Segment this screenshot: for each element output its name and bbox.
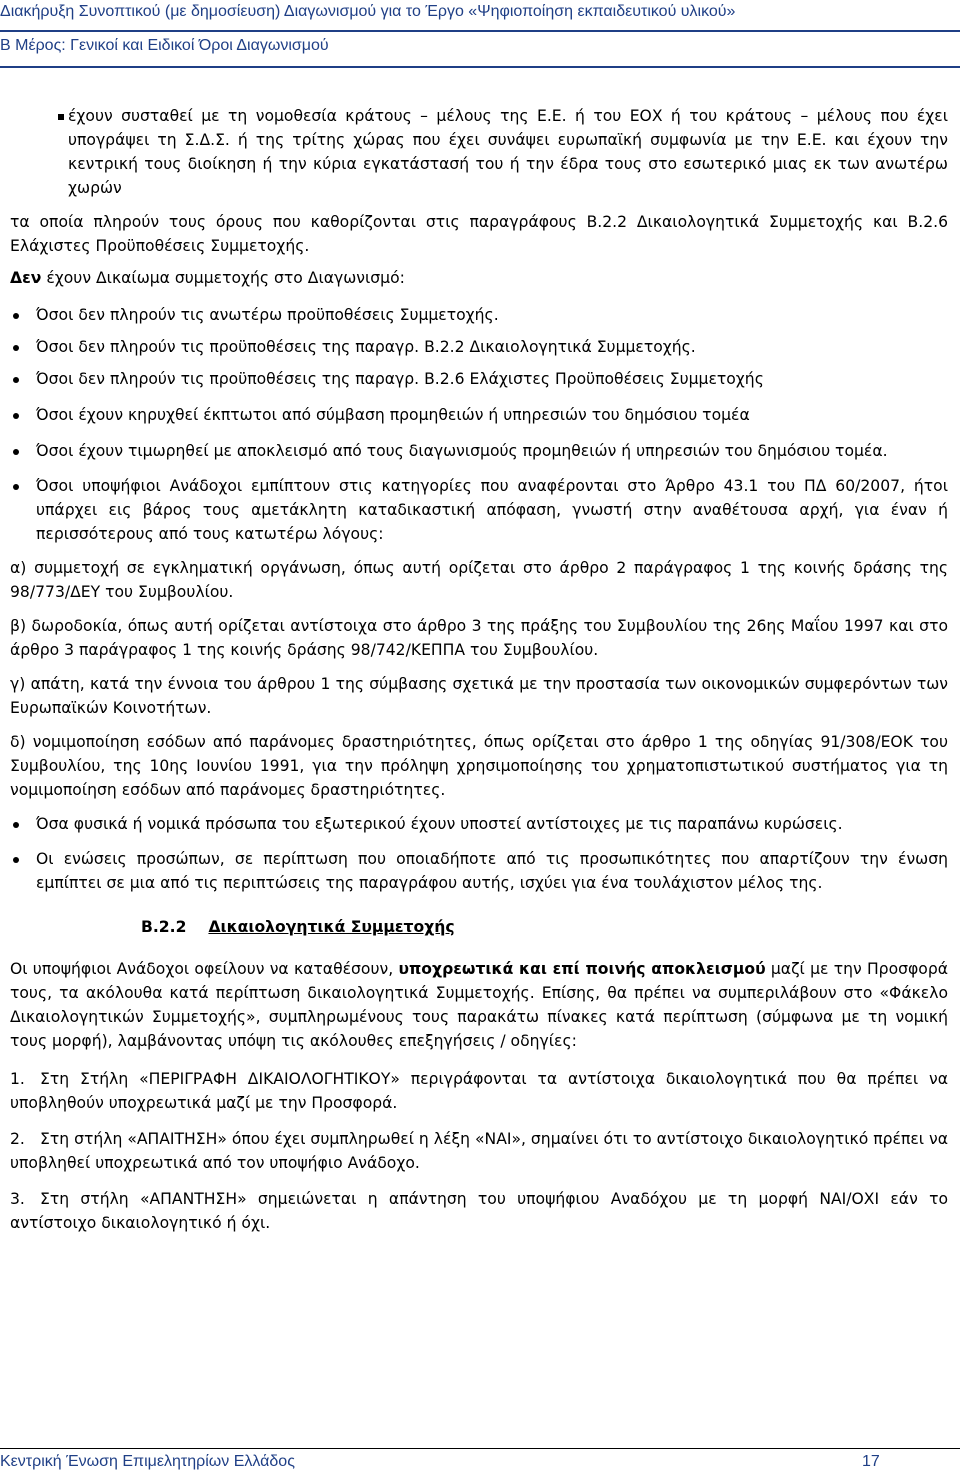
part-title: Β Μέρος: Γενικοί και Ειδικοί Όροι Διαγωνισμού [0, 37, 329, 54]
conditions-paragraph: τα οποία πληρούν τους όρους που καθορίζονται στις παραγράφους Β.2.2 Δικαιολογητικά Συμμετοχής και Β.2.6 Ελάχιστες Προϋποθέσεις Συμμετοχής. [10, 213, 948, 255]
list-item: Όσοι έχουν κηρυχθεί έκπτωτοι από σύμβαση προμηθειών ή υπηρεσιών του δημόσιου τομέα [10, 403, 948, 427]
square-bullet-icon [58, 114, 64, 120]
bullet-icon [13, 857, 19, 863]
bullet-icon [13, 413, 19, 419]
list-item: Όσα φυσικά ή νομικά πρόσωπα του εξωτερικού έχουν υποστεί αντίστοιχες με τις παραπάνω κυρώσεις. [10, 812, 948, 836]
bullet-icon [13, 449, 19, 455]
list-item: Οι ενώσεις προσώπων, σε περίπτωση που οποιαδήποτε από τις προσωπικότητες που απαρτίζουν την ένωση εμπίπτει σε μια από τις περιπτώσεις της παραγράφου αυτής, ισχύει για ένα τουλάχιστον μέλος της. [10, 847, 948, 895]
list-item: Όσοι έχουν τιμωρηθεί με αποκλεισμό από τους διαγωνισμούς προμηθειών ή υπηρεσιών του δημόσιου τομέα. [10, 439, 948, 463]
header-rule [0, 66, 960, 68]
bullet-icon [13, 484, 19, 490]
ground-c: γ) απάτη, κατά την έννοια του άρθρου 1 της σύμβασης σχετικά με την προστασία των οικονομικών συμφερόντων των Ευρωπαϊκών Κοινοτήτων. [10, 675, 948, 717]
ground-d: δ) νομιμοποίηση εσόδων από παράνομες δραστηριότητες, όπως ορίζεται στο άρθρο 1 της οδηγίας 91/308/ΕΟΚ του Συμβουλίου, της 10ης Ιουνίου 1991, για την πρόληψη χρησιμοποίησης του χρηματοπιστωτικού συστήματος για τη νομιμοποίηση εσόδων από παράνομες δραστηριότητες. [10, 733, 948, 799]
no-right-heading: Δεν έχουν Δικαίωμα συμμετοχής στο Διαγωνισμό: [10, 269, 405, 287]
bullet-icon [13, 377, 19, 383]
list-item: Όσοι δεν πληρούν τις προϋποθέσεις της παραγρ. Β.2.2 Δικαιολογητικά Συμμετοχής. [10, 335, 948, 359]
bullet-icon [13, 313, 19, 319]
bullet-icon [13, 822, 19, 828]
section-intro: Οι υποψήφιοι Ανάδοχοι οφείλουν να καταθέσουν, υποχρεωτικά και επί ποινής αποκλεισμού μαζί με την Προσφορά τους, τα ακόλουθα κατά περίπτωση δικαιολογητικά Συμμετοχής. Επίσης, θα πρέπει να συμπεριλάβουν στο «Φάκελο Δικαιολογητικών Συμμετοχής», συμπληρωμένους τους παρακάτω πίνακες κατά περίπτωση (σύμφωνα με τη νομική τους μορφή), λαμβάνοντας υπόψη τις ακόλουθες επεξηγήσεις / οδηγίες: [10, 960, 948, 1050]
list-item: Όσοι δεν πληρούν τις ανωτέρω προϋποθέσεις Συμμετοχής. [10, 303, 948, 327]
page-footer [0, 1453, 960, 1471]
document-title: Διακήρυξη Συνοπτικού (με δημοσίευση) Διαγωνισμού για το Έργο «Ψηφιοποίηση εκπαιδευτικού υλικού» [0, 3, 736, 20]
section-heading: Β.2.2 Δικαιολογητικά Συμμετοχής [141, 918, 455, 936]
square-bullet-item: έχουν συσταθεί με τη νομοθεσία κράτους – μέλους της Ε.Ε. ή του ΕΟΧ ή του κράτους – μέλους που έχει υπογράψει τη Σ.Δ.Σ. ή της τρίτης χώρας που έχει συνάψει ευρωπαϊκή συμφωνία με την Ε.Ε. και έχουν την κεντρική τους διοίκηση ή την κύρια εγκατάστασή του ή την έδρα τους στο εσωτερικό μιας εκ των ανωτέρω χωρών [10, 104, 948, 200]
list-item: Όσοι δεν πληρούν τις προϋποθέσεις της παραγρ. Β.2.6 Ελάχιστες Προϋποθέσεις Συμμετοχής [10, 367, 948, 391]
numbered-item: 3. Στη στήλη «ΑΠΑΝΤΗΣΗ» σημειώνεται η απάντηση του υποψήφιου Αναδόχου με τη μορφή ΝΑΙ/ΟΧΙ εάν το αντίστοιχο δικαιολογητικό ή όχι. [10, 1190, 948, 1232]
document-body [10, 104, 948, 1235]
numbered-item: 1. Στη Στήλη «ΠΕΡΙΓΡΑΦΗ ΔΙΚΑΙΟΛΟΓΗΤΙΚΟΥ» περιγράφονται τα αντίστοιχα δικαιολογητικά που θα πρέπει να υποβληθούν υποχρεωτικά μαζί με την Προσφορά. [10, 1070, 948, 1112]
ground-a: α) συμμετοχή σε εγκληματική οργάνωση, όπως αυτή ορίζεται στο άρθρο 2 παράγραφος 1 της κοινής δράσης της 98/773/ΔΕΥ του Συμβουλίου. [10, 559, 948, 601]
header-rule [0, 30, 960, 32]
bullet-icon [13, 345, 19, 351]
ground-b: β) δωροδοκία, όπως αυτή ορίζεται αντίστοιχα στο άρθρο 3 της πράξης του Συμβουλίου της 26ης Μαΐου 1997 και στο άρθρο 3 παράγραφος 1 της κοινής δράσης 98/742/ΚΕΠΠΑ του Συμβουλίου. [10, 617, 948, 659]
page-number: 17 [862, 1453, 880, 1470]
footer-rule [0, 1448, 960, 1449]
list-item: Όσοι υποψήφιοι Ανάδοχοι εμπίπτουν στις κατηγορίες που αναφέρονται στο Άρθρο 43.1 του ΠΔ 60/2007, ήτοι υπάρχει εις βάρος τους αμετάκλητη καταδικαστική απόφαση, γνωστή στην αναθέτουσα αρχή, για έναν ή περισσότερους από τους κατωτέρω λόγους: [10, 474, 948, 546]
numbered-item: 2. Στη στήλη «ΑΠΑΙΤΗΣΗ» όπου έχει συμπληρωθεί η λέξη «ΝΑΙ», σημαίνει ότι το αντίστοιχο δικαιολογητικό πρέπει να υποβληθεί υποχρεωτικά από τον υποψήφιο Ανάδοχο. [10, 1130, 948, 1172]
footer-organization: Κεντρική Ένωση Επιμελητηρίων Ελλάδος [0, 1453, 295, 1470]
